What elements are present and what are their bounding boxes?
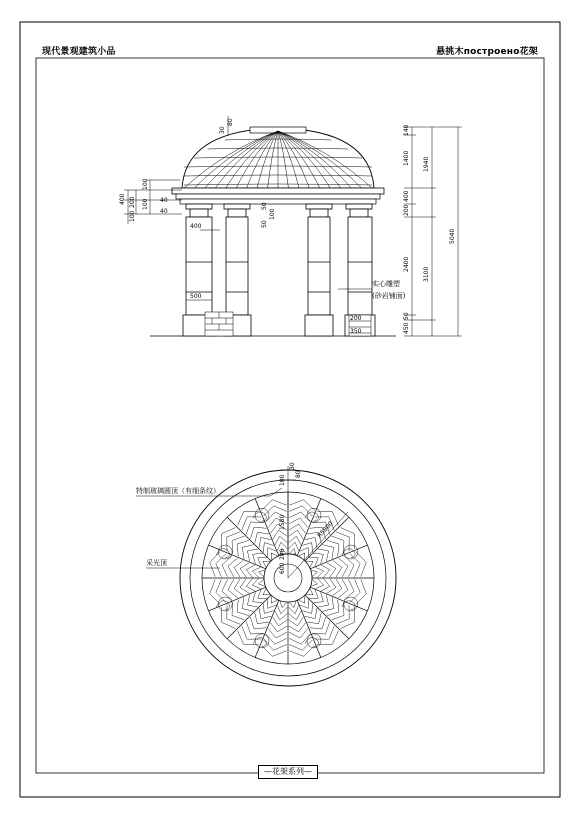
sheet-title-right: 悬挑木построено花架 [436,47,538,57]
plan-dim-80: 80 [295,470,302,478]
dim-center-50a: 50 [261,202,268,210]
plan-dim-600: 600 [279,562,286,574]
dim-r-1940: 1940 [423,156,430,172]
callout-skylight: 采光顶 [146,559,167,567]
dim-base-350: 350 [350,328,362,335]
plan-dim-200: 200 [279,548,286,560]
callout-dome-glass: 特制玻璃圆顶（有细条纹） [136,487,220,495]
dim-center-50b: 50 [261,220,268,228]
dim-r-400: 400 [403,190,410,202]
dim-r-2400: 2400 [403,256,410,272]
dim-mid-40a: 40 [160,197,168,204]
callout-sandstone: (砂岩铺面) [372,292,406,300]
gazebo-plan [136,462,396,686]
dim-left-100b: 100 [142,198,149,210]
sheet-title-left: 现代景观建筑小品 [42,47,116,57]
plan-dim-30: 30 [289,462,296,470]
plan-dim-100: 100 [279,474,286,486]
dim-col-500: 500 [190,293,202,300]
dim-r-140: 140 [403,124,410,136]
dim-col-400: 400 [190,223,202,230]
dim-top-30: 30 [219,126,226,134]
dim-left-200: 200 [129,196,136,208]
dim-r-5040: 5040 [449,228,456,244]
dim-center-100: 100 [269,208,276,220]
dim-mid-40b: 40 [160,208,168,215]
dim-top-80: 80 [227,118,234,126]
footer-series-label: —花架系列— [258,765,318,779]
gazebo-elevation [119,116,462,336]
callout-solid-carving: 实心雕塑 [372,280,400,288]
dim-r-50: 50 [403,312,410,320]
dome [172,127,384,204]
dim-r-1400: 1400 [403,150,410,166]
plan-dim-1580: 1580 [279,514,286,530]
dim-r-3100: 3100 [423,266,430,282]
dim-left-100a: 100 [142,178,149,190]
dim-r-200: 200 [403,204,410,216]
dim-left-400: 400 [119,193,126,205]
plan-dim-r5800: R5800 [316,520,335,540]
columns [183,204,375,336]
dim-left-100c: 100 [129,210,136,222]
dim-r-450: 450 [403,322,410,334]
dim-base-200: 200 [350,315,362,322]
